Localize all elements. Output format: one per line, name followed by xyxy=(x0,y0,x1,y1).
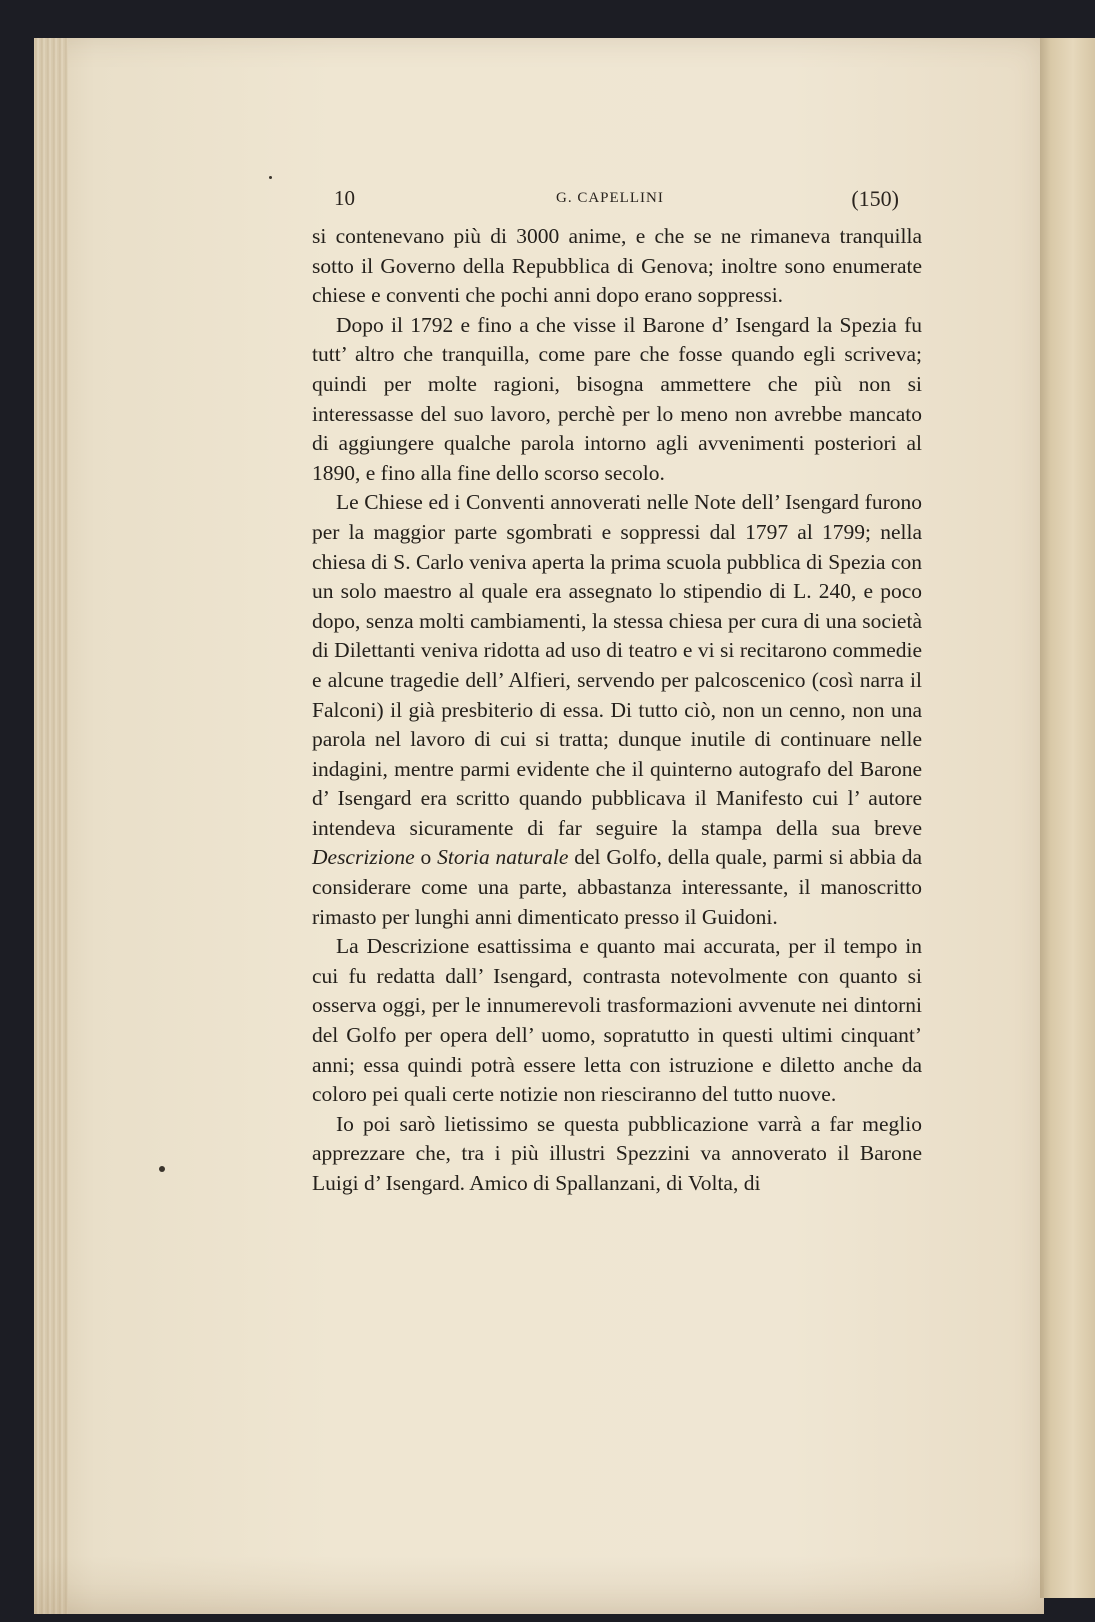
document-number: (150) xyxy=(851,186,899,211)
italic-title: Descrizione xyxy=(312,845,415,870)
page-bottom-shadow xyxy=(34,1556,1044,1614)
paragraph xyxy=(312,488,922,932)
page-number: 10 xyxy=(334,186,355,210)
paragraph: La Descrizione esattissima e quanto mai accurata, per il tempo in cui fu redatta dall’ Isengard, contrasta notevolmente con quanto si osserva oggi, per le innumerevoli trasformazioni avvenute nei dintorni del Golfo per opera dell’ uomo, sopratutto in questi ultimi cinquant’ anni; essa quindi potrà essere letta con istruzione e diletto anche da coloro pei quali certe notizie non riesciranno del tutto nuove. xyxy=(312,934,922,1107)
paragraph-text: del Golfo, della quale, parmi si abbia da considerare come una parte, abbastanza interessante, il manoscritto rimasto per lunghi anni dimenticato presso il Guidoni. xyxy=(312,845,923,929)
paragraph: Io poi sarò lietissimo se questa pubblicazione varrà a far meglio apprezzare che, tra i più illustri Spezzini va annoverato il Barone Luigi d’ Isengard. Amico di Spallanzani, di Volta, di xyxy=(312,1111,922,1195)
italic-title: Storia naturale xyxy=(437,845,569,870)
paragraph: si contenevano più di 3000 anime, e che se ne rimaneva tranquilla sotto il Governo della Repubblica di Genova; inoltre sono enumerate chiese e conventi che pochi anni dopo erano soppressi. xyxy=(312,224,922,308)
body-text xyxy=(312,222,922,1199)
running-header xyxy=(334,186,899,222)
running-author: G. CAPELLINI xyxy=(556,190,664,206)
page-edges xyxy=(34,38,68,1614)
ink-speck xyxy=(269,176,272,179)
paragraph-text: Le Chiese ed i Conventi annoverati nelle Note dell’ Isengard furono per la maggior parte sgombrati e soppressi dal 1797 al 1799; nella chiesa di S. Carlo veniva aperta la prima scuola pubblica di Spezia con un solo maestro al quale era assegnato lo stipendio di L. 240, e poco dopo, senza molti cambiamenti, la stessa chiesa per cura di una società di Dilettanti veniva ridotta ad uso di teatro e vi si recitarono commedie e alcune tragedie dell’ Alfieri, servendo per palcoscenico (così narra il Falconi) il già presbiterio di essa. Di tutto ciò, non un cenno, non una parola nel lavoro di cui si tratta; dunque inutile di continuare nelle indagini, mentre parmi evidente che il quinterno autografo del Barone d’ Isengard era scritto quando pubblicava il Manifesto cui l’ autore intendeva sicuramente di far seguire la stampa della sua breve xyxy=(312,490,922,840)
next-page-edge xyxy=(1040,38,1095,1598)
ink-speck xyxy=(159,1166,165,1172)
paragraph: Dopo il 1792 e fino a che visse il Barone d’ Isengard la Spezia fu tutt’ altro che tranquilla, come pare che fosse quando egli scriveva; quindi per molte ragioni, bisogna ammettere che più non si interessasse del suo lavoro, perchè per lo meno non avrebbe mancato di aggiungere qualche parola intorno agli avvenimenti posteriori al 1890, e fino alla fine dello scorso secolo. xyxy=(312,312,922,485)
paragraph-text: o xyxy=(414,845,438,870)
